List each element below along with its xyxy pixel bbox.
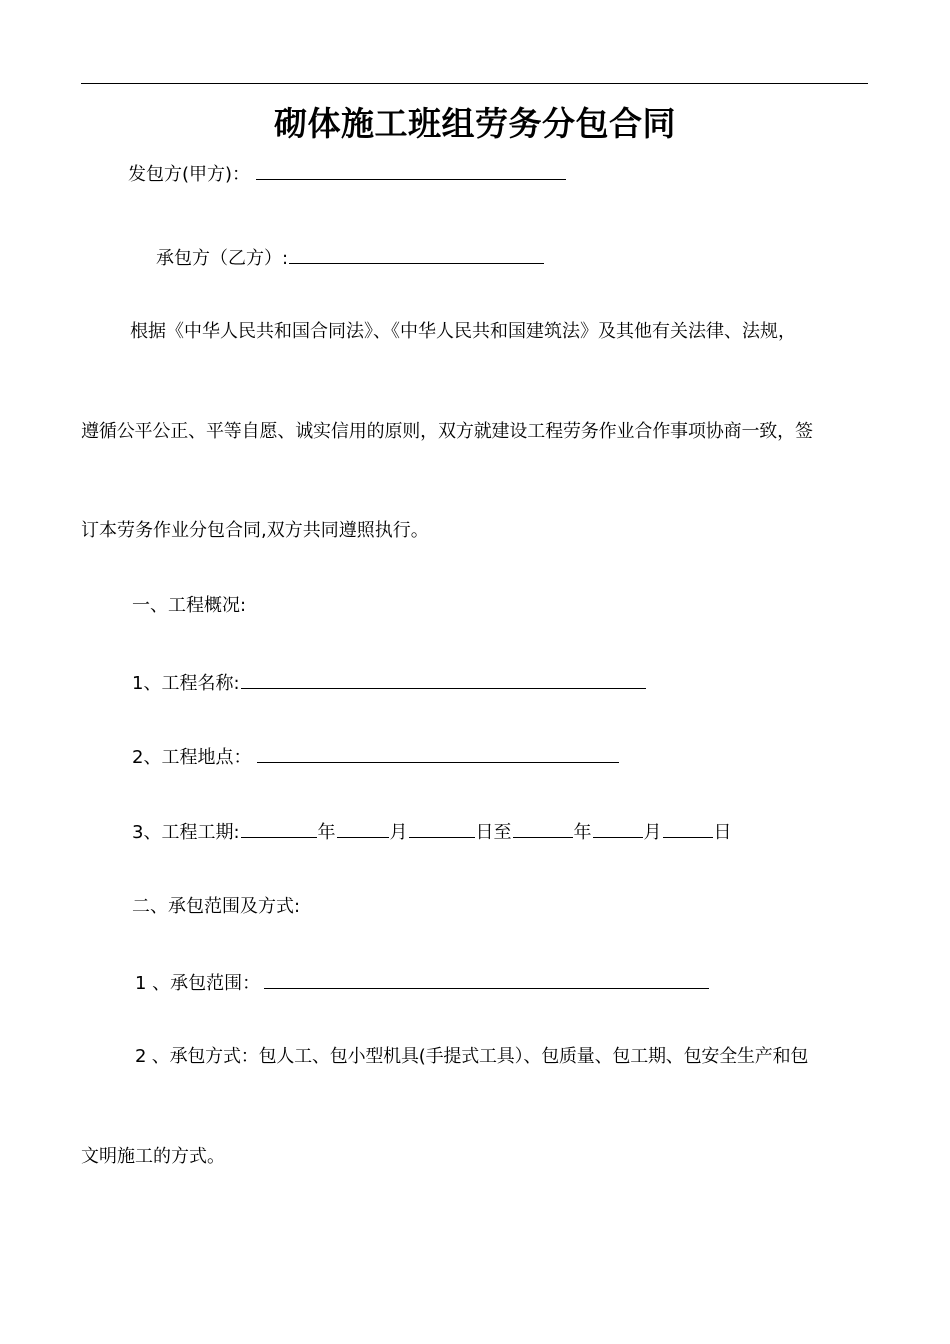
period-month-1: 月 bbox=[389, 822, 408, 843]
project-period-line bbox=[132, 819, 732, 845]
end-day-blank bbox=[663, 819, 713, 838]
project-location-blank bbox=[257, 744, 619, 763]
project-name-label: 1、工程名称: bbox=[132, 673, 240, 694]
scope-line bbox=[135, 970, 710, 996]
intro-line-3: 订本劳务作业分包合同,双方共同遵照执行。 bbox=[81, 520, 429, 541]
period-label: 3、工程工期: bbox=[132, 822, 240, 843]
start-day-blank bbox=[409, 819, 475, 838]
party-b-blank bbox=[289, 245, 544, 264]
section-2-heading: 二、承包范围及方式: bbox=[132, 896, 301, 917]
scope-blank bbox=[264, 970, 709, 989]
party-b-line bbox=[156, 245, 545, 271]
project-name-blank bbox=[241, 670, 646, 689]
period-month-2: 月 bbox=[643, 822, 662, 843]
project-location-line bbox=[132, 744, 620, 770]
intro-line-2: 遵循公平公正、平等自愿、诚实信用的原则，双方就建设工程劳务作业合作事项协商一致，签 bbox=[81, 421, 813, 442]
section-1-heading: 一、工程概况: bbox=[132, 595, 247, 616]
start-month-blank bbox=[337, 819, 389, 838]
period-year-2: 年 bbox=[573, 822, 592, 843]
party-a-label: 发包方(甲方)： bbox=[128, 164, 251, 185]
end-month-blank bbox=[593, 819, 643, 838]
period-day-2: 日 bbox=[713, 822, 732, 843]
period-year-1: 年 bbox=[317, 822, 336, 843]
method-line-2: 文明施工的方式。 bbox=[81, 1146, 225, 1167]
start-year-blank bbox=[241, 819, 317, 838]
project-name-line bbox=[132, 670, 647, 696]
header-rule bbox=[81, 83, 868, 84]
party-b-label: 承包方（乙方）: bbox=[156, 248, 289, 269]
period-day-to: 日至 bbox=[475, 822, 512, 843]
method-line-1: 2 、承包方式：包人工、包小型机具(手提式工具）、包质量、包工期、包安全生产和包 bbox=[135, 1046, 809, 1067]
end-year-blank bbox=[513, 819, 573, 838]
scope-label: 1 、承包范围： bbox=[135, 973, 261, 994]
project-location-label: 2、工程地点： bbox=[132, 747, 252, 768]
intro-line-1: 根据《中华人民共和国合同法》、《中华人民共和国建筑法》及其他有关法律、法规， bbox=[130, 321, 796, 342]
party-a-blank bbox=[256, 161, 566, 180]
party-a-line bbox=[128, 161, 567, 187]
document-title: 砌体施工班组劳务分包合同 bbox=[274, 104, 676, 143]
